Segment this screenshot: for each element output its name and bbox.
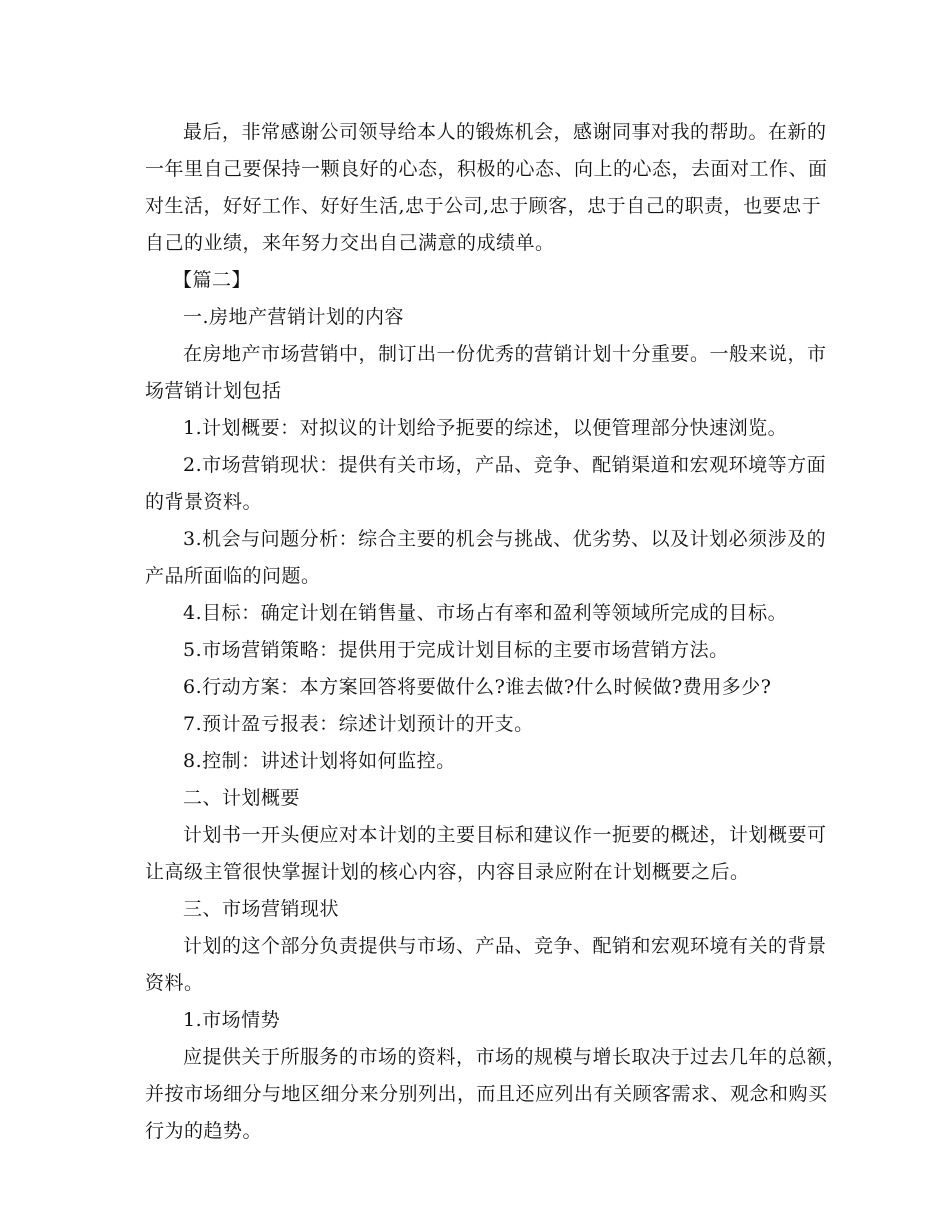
text-line: 自己的业绩，来年努力交出自己满意的成绩单。 (145, 232, 555, 254)
text-line: 8.控制：讲述计划将如何监控。 (183, 750, 456, 772)
text-line: 场营销计划包括 (145, 380, 282, 402)
body-paragraph (145, 340, 827, 414)
text-line: 让高级主管很快掌握计划的核心内容，内容目录应附在计划概要之后。 (145, 861, 750, 883)
closing-paragraph (145, 118, 828, 266)
text-line: 三、市场营销现状 (183, 898, 340, 920)
text-line: 3.机会与问题分析：综合主要的机会与挑战、优劣势、以及计划必须涉及的 (183, 528, 827, 550)
text-line: 行为的趋势。 (145, 1120, 263, 1142)
text-line: 5.市场营销策略：提供用于完成计划目标的主要市场营销方法。 (183, 639, 729, 661)
body-paragraph (145, 932, 827, 1006)
text-line: 1.市场情势 (183, 1009, 281, 1031)
text-line: 产品所面临的问题。 (145, 565, 321, 587)
text-line: 一年里自己要保持一颗良好的心态，积极的心态、向上的心态，去面对工作、面 (145, 158, 828, 180)
section-heading (145, 784, 810, 821)
list-item (145, 525, 827, 599)
list-item (145, 636, 810, 673)
subsection-heading (145, 1006, 810, 1043)
section-heading (145, 303, 810, 340)
text-line: 4.目标：确定计划在销售量、市场占有率和盈利等领域所完成的目标。 (183, 602, 788, 624)
text-line: 一.房地产营销计划的内容 (183, 306, 405, 328)
list-item (145, 673, 810, 710)
body-paragraph (145, 1043, 847, 1154)
list-item (145, 747, 810, 784)
list-item (145, 451, 827, 525)
text-line: 最后，非常感谢公司领导给本人的锻炼机会，感谢同事对我的帮助。在新的 (183, 121, 827, 143)
text-line: 【篇二】 (173, 269, 252, 291)
list-item (145, 599, 810, 636)
text-line: 应提供关于所服务的市场的资料，市场的规模与增长取决于过去几年的总额， (183, 1046, 847, 1068)
text-line: 资料。 (145, 972, 204, 994)
text-line: 计划书一开头便应对本计划的主要目标和建议作一扼要的概述，计划概要可 (183, 824, 827, 846)
list-item (145, 414, 810, 451)
text-line: 6.行动方案：本方案回答将要做什么?谁去做?什么时候做?费用多少? (183, 676, 772, 698)
text-line: 2.市场营销现状：提供有关市场，产品、竞争、配销渠道和宏观环境等方面 (183, 454, 827, 476)
text-line: 7.预计盈亏报表：综述计划预计的开支。 (183, 713, 534, 735)
text-line: 1.计划概要：对拟议的计划给予扼要的综述，以便管理部分快速浏览。 (183, 417, 788, 439)
section-heading (145, 895, 810, 932)
body-paragraph (145, 821, 827, 895)
text-line: 计划的这个部分负责提供与市场、产品、竞争、配销和宏观环境有关的背景 (183, 935, 827, 957)
list-item (145, 710, 810, 747)
text-line: 并按市场细分与地区细分来分别列出，而且还应列出有关顾客需求、观念和购买 (145, 1083, 828, 1105)
text-line: 的背景资料。 (145, 491, 263, 513)
text-line: 对生活，好好工作、好好生活,忠于公司,忠于顾客，忠于自己的职责，也要忠于 (145, 195, 822, 217)
text-line: 在房地产市场营销中，制订出一份优秀的营销计划十分重要。一般来说，市 (183, 343, 827, 365)
section-heading (145, 266, 810, 303)
text-line: 二、计划概要 (183, 787, 301, 809)
